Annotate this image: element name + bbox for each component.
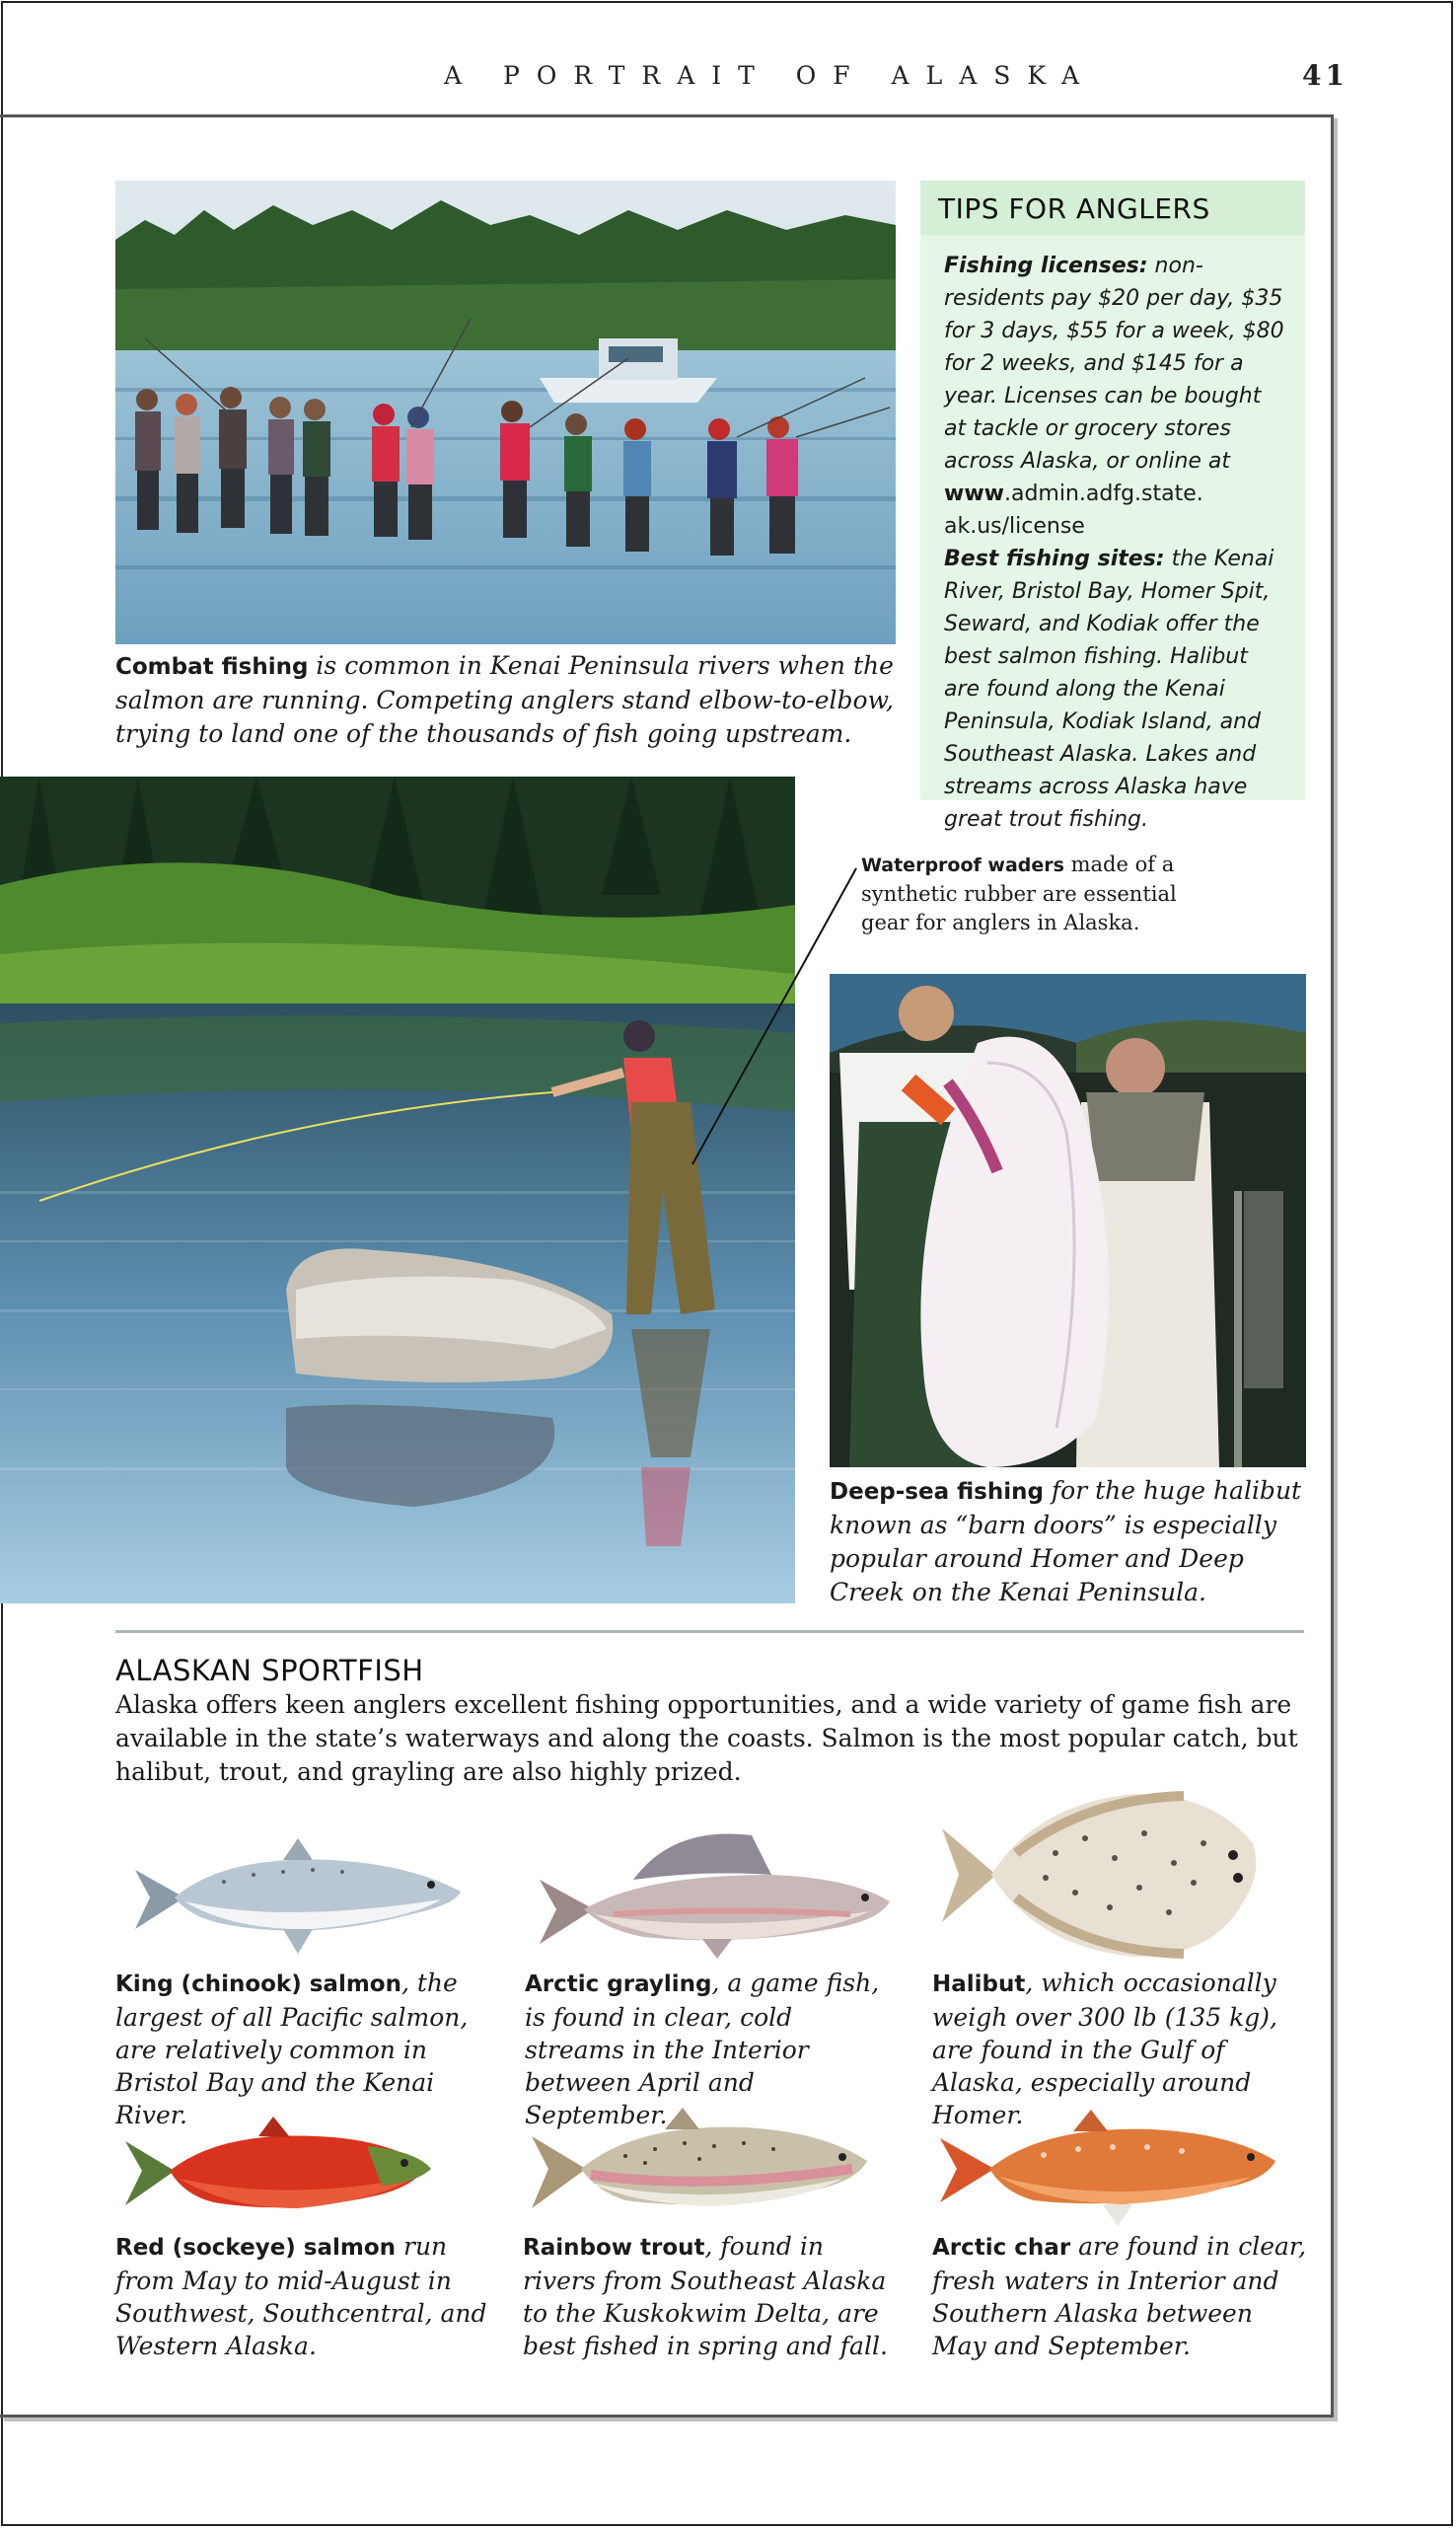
waders-callout-text: made of a synthetic rubber are essential gear for anglers in Alaska. (861, 853, 1177, 934)
waders-callout-lead: Waterproof waders (861, 855, 1064, 876)
section-divider (115, 1630, 1304, 1633)
fish-description: run from May to mid-August in Southwest, Southcentral, and Western Alaska. (115, 2232, 487, 2360)
tips-for-anglers-box (920, 181, 1305, 832)
fish-description: , found in rivers from Southeast Alaska to the Kuskokwim Delta, are best fished in spring and fall. (523, 2232, 888, 2360)
fish-name: Rainbow trout (523, 2235, 705, 2261)
sockeye-salmon-caption (115, 2230, 510, 2362)
anglers-line-photo-icon (115, 181, 896, 644)
fish-name: Red (sockeye) salmon (115, 2235, 397, 2261)
fish-name: King (chinook) salmon (115, 1971, 401, 1997)
fish-description: , the largest of all Pacific salmon, are relatively common in Bristol Bay and the Kenai River. (115, 1969, 469, 2129)
tips-url[interactable]: .admin.adfg.state. ak.us/license (944, 482, 1203, 539)
sportfish-intro: Alaska offers keen anglers excellent fishing opportunities, and a wide variety of game fish are available in the state’s waterways and along the coasts. Salmon is the most popular catch, but halibut, trout, and grayling are also highly prized. (115, 1690, 1298, 1786)
combat-fishing-photo (115, 181, 896, 644)
halibut-icon (937, 1784, 1263, 1967)
combat-fishing-caption-text: is common in Kenai Peninsula rivers when the salmon are running. Competing anglers stand elbow-to-elbow, trying to land one of the thousands of fish going upstream. (115, 651, 894, 748)
sportfish-title: ALASKAN SPORTFISH (115, 1654, 424, 1687)
rainbow-trout-caption (523, 2230, 898, 2362)
halibut-catch-photo (830, 974, 1306, 1467)
fly-fisherman-photo-icon (0, 777, 795, 1603)
combat-fishing-caption (115, 649, 896, 751)
tips-sites-text: the Kenai River, Bristol Bay, Homer Spit, Seward, and Kodiak offer the best salmon fishing. Halibut are found along the Kenai Peninsula, Kodiak Island, and Southeast Alaska. Lakes and streams across Alaska have great trout fishing. (944, 547, 1274, 832)
running-title: A PORTRAIT OF ALASKA (444, 61, 1097, 90)
king-salmon-icon (115, 1830, 471, 1964)
running-head (0, 61, 1456, 101)
wader-fisherman-photo (0, 777, 795, 1603)
king-salmon-caption (115, 1967, 510, 2131)
combat-fishing-caption-lead: Combat fishing (115, 654, 309, 680)
tips-body (944, 250, 1289, 836)
rainbow-trout-icon (527, 2102, 872, 2230)
tips-sites-lead: Best fishing sites: (944, 547, 1165, 571)
halibut-catch-photo-icon (830, 974, 1306, 1467)
arctic-char-icon (935, 2104, 1280, 2230)
fish-name: Halibut (932, 1971, 1026, 1997)
fish-name: Arctic char (932, 2235, 1071, 2261)
waders-callout (861, 851, 1197, 937)
halibut-caption (830, 1474, 1303, 1609)
fish-description: are found in clear, fresh waters in Interior and Southern Alaska between May and September. (932, 2232, 1307, 2360)
halibut-caption-lead: Deep-sea fishing (830, 1479, 1044, 1505)
arctic-char-caption (932, 2230, 1307, 2362)
halibut-caption-text: for the huge halibut known as “barn doors” is especially popular around Homer and Deep Creek on the Kenai Peninsula. (830, 1476, 1302, 1606)
tips-title: TIPS FOR ANGLERS (938, 192, 1210, 225)
fish-description: , a game fish, is found in clear, cold streams in the Interior between April and September. (525, 1969, 880, 2129)
fish-description: , which occasionally weigh over 300 lb (135 kg), are found in the Gulf of Alaska, especially around Homer. (932, 1969, 1277, 2129)
tips-licenses-lead: Fishing licenses: (944, 254, 1148, 278)
sockeye-salmon-icon (120, 2112, 436, 2230)
fish-name: Arctic grayling (525, 1971, 712, 1997)
page-number: 41 (1302, 59, 1348, 92)
tips-licenses-text: non-residents pay $20 per day, $35 for 3 days, $55 for a week, $80 for 2 weeks, and $145 for a year. Licenses can be bought at tackle or grocery stores across Alaska, or online at (944, 254, 1284, 474)
arctic-grayling-icon (525, 1821, 900, 1964)
tips-url-prefix[interactable]: www (944, 482, 1004, 506)
